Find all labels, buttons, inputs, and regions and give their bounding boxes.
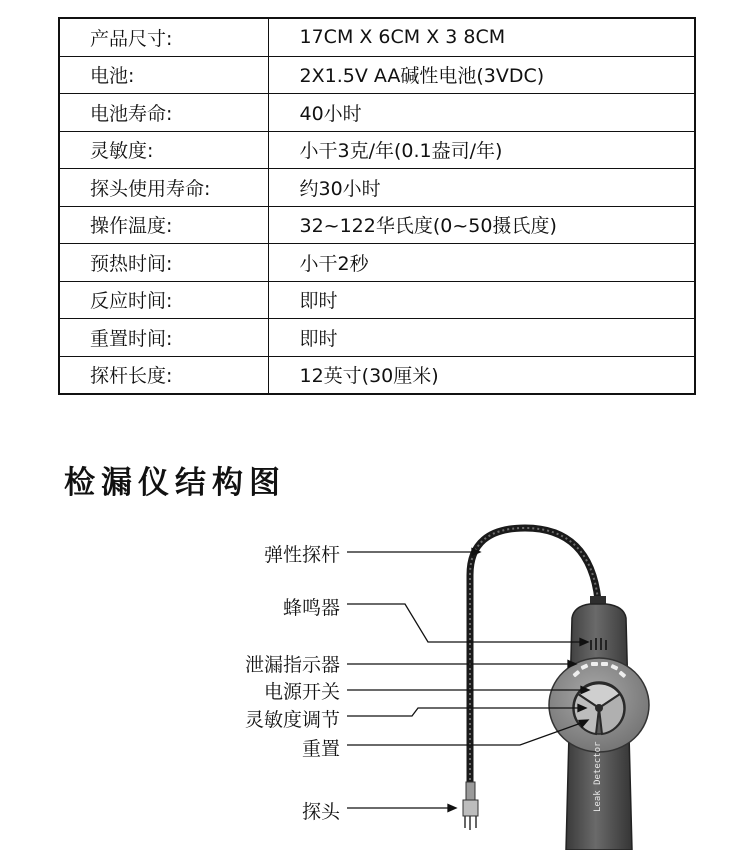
spec-value: 即时	[268, 281, 695, 319]
spec-value: 即时	[268, 319, 695, 357]
spec-label: 电池寿命:	[59, 94, 268, 132]
callout-leak-indicator: 泄漏指示器	[244, 654, 340, 676]
spec-label: 探杆长度:	[59, 356, 268, 394]
spec-label: 反应时间:	[59, 281, 268, 319]
spec-row-battery	[59, 56, 695, 94]
spec-value: 32~122华氏度(0~50摄氏度)	[268, 206, 695, 244]
spec-label: 重置时间:	[59, 319, 268, 357]
spec-row-size	[59, 18, 695, 56]
callout-flexible-probe: 弹性探杆	[263, 544, 340, 566]
callout-sensitivity-adjust: 灵敏度调节	[244, 709, 340, 731]
spec-label: 产品尺寸:	[59, 18, 268, 56]
spec-row-response	[59, 281, 695, 319]
spec-value: 40小时	[268, 94, 695, 132]
structure-diagram	[0, 500, 750, 850]
section-title: 检漏仪结构图	[64, 465, 286, 501]
spec-label: 预热时间:	[59, 244, 268, 282]
spec-row-probe-length	[59, 356, 695, 394]
spec-value: 小干2秒	[268, 244, 695, 282]
spec-value: 17CM X 6CM X 3 8CM	[268, 18, 695, 56]
device-label: Leak Detector	[593, 741, 603, 812]
spec-value: 小干3克/年(0.1盎司/年)	[268, 131, 695, 169]
callout-buzzer: 蜂鸣器	[282, 597, 340, 619]
spec-row-reset-time	[59, 319, 695, 357]
spec-table	[58, 17, 696, 395]
spec-value: 2X1.5V AA碱性电池(3VDC)	[268, 56, 695, 94]
spec-row-probe-life	[59, 169, 695, 207]
spec-row-warmup	[59, 244, 695, 282]
spec-row-operating-temp	[59, 206, 695, 244]
spec-label: 探头使用寿命:	[59, 169, 268, 207]
spec-row-battery-life	[59, 94, 695, 132]
callout-reset: 重置	[301, 738, 340, 760]
probe-head	[463, 782, 478, 830]
spec-label: 电池:	[59, 56, 268, 94]
device-illustration	[0, 500, 750, 850]
device-body	[549, 596, 649, 850]
spec-row-sensitivity	[59, 131, 695, 169]
spec-value: 12英寸(30厘米)	[268, 356, 695, 394]
spec-value: 约30小时	[268, 169, 695, 207]
callout-probe-head: 探头	[301, 801, 340, 823]
callout-power-switch: 电源开关	[263, 681, 340, 703]
spec-label: 灵敏度:	[59, 131, 268, 169]
spec-label: 操作温度:	[59, 206, 268, 244]
